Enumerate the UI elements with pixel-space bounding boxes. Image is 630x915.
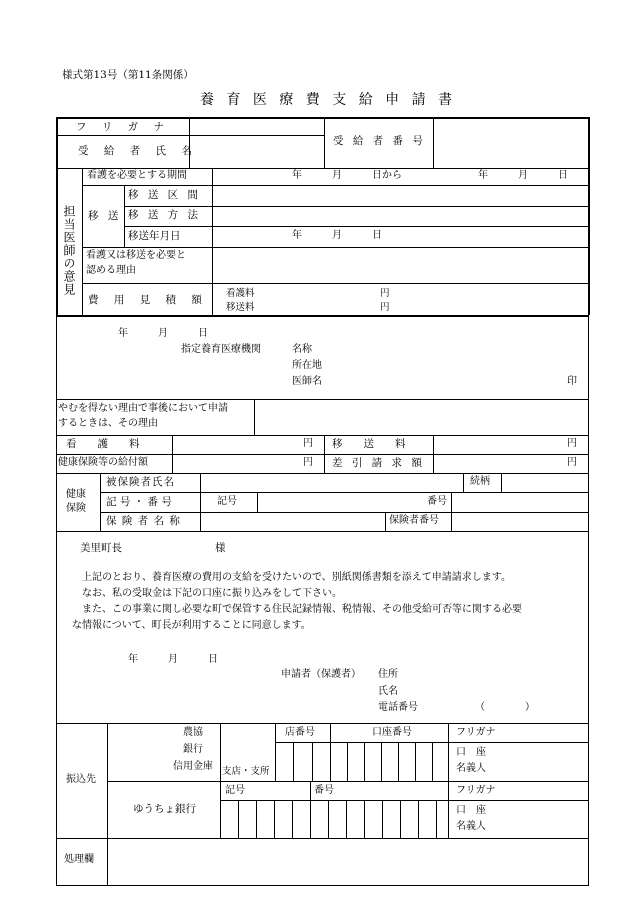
account-holder-label-line1: 口 座 <box>456 747 486 758</box>
bank-type-nokyo: 農協 <box>183 727 203 738</box>
account-number-label: 口座番号 <box>372 727 412 738</box>
cost-estimate-label: 費 用 見 積 額 <box>88 294 208 306</box>
yucho-bank-label: ゆうちょ銀行 <box>133 803 196 815</box>
bank-furigana-label: フリガナ <box>456 727 496 738</box>
statement-paragraph-3b: な情報について、町長が利用することに同意します。 <box>72 620 311 631</box>
account-holder-label-line2: 名義人 <box>456 763 486 774</box>
transfer-destination-label: 振込先 <box>66 774 96 785</box>
recipient-name-label: 受 給 者 氏 名 <box>78 145 198 157</box>
form-number: 様式第13号（第11条関係） <box>62 69 194 81</box>
net-claim-yen: 円 <box>567 457 577 468</box>
nursing-period-label: 看護を必要とする期間 <box>87 170 187 181</box>
addressee: 美里町長 <box>80 542 122 554</box>
nursing-period-from: 年 月 日から <box>292 170 402 181</box>
statement-paragraph-1: 上記のとおり、養育医療の費用の支給を受けたいので、別紙関係書類を添えて申請請求します。 <box>82 572 511 583</box>
doctor-opinion-label: 担当医師の意見 <box>62 205 76 296</box>
nursing-fee-estimate-label: 看護料 <box>226 288 255 299</box>
yucho-holder-label-line1: 口 座 <box>456 805 486 816</box>
insurance-symbol-label: 記号 <box>217 496 237 507</box>
statement-paragraph-3a: また、この事業に関し必要な町で保管する住民記録情報、税情報、その他受給可否等に関する必要 <box>82 604 522 615</box>
transport-section-label: 移 送 区 間 <box>128 189 202 201</box>
applicant-address-label: 住所 <box>378 669 398 680</box>
branch-label: 支店・支所 <box>222 766 270 777</box>
yucho-number-label: 番号 <box>314 785 334 796</box>
institution-address-label: 所在地 <box>292 360 322 371</box>
institution-name-label: 名称 <box>292 344 312 355</box>
yucho-furigana-label: フリガナ <box>456 785 496 796</box>
institution-date: 年 月 日 <box>118 328 208 339</box>
symbol-number-label: 記 号 ・ 番 号 <box>106 496 172 508</box>
transport-fee-label: 移 送 料 <box>332 438 406 450</box>
branch-number-label: 店番号 <box>285 727 315 738</box>
insurance-benefit-label: 健康保険等の給付額 <box>58 457 148 468</box>
page-title: 養 育 医 療 費 支 給 申 請 書 <box>200 92 457 108</box>
transport-method-label: 移 送 方 法 <box>128 209 202 221</box>
relation-label: 続柄 <box>470 476 490 487</box>
applicant-guardian-label: 申請者（保護者） <box>281 669 361 680</box>
reason-label-line2: 認める理由 <box>86 265 136 276</box>
health-insurance-label-line2: 保険 <box>66 503 86 514</box>
transport-date-label: 移送年月日 <box>128 230 181 242</box>
recipient-name-field[interactable] <box>190 136 324 167</box>
net-claim-label: 差 引 請 求 額 <box>332 457 425 469</box>
bank-type-shinkin: 信用金庫 <box>173 761 213 772</box>
late-reason-label-line2: するときは、その理由 <box>58 418 158 429</box>
insurance-number-label: 番号 <box>427 496 447 507</box>
yucho-holder-label-line2: 名義人 <box>456 821 486 832</box>
addressee-honorific: 様 <box>215 542 226 554</box>
furigana-label: フ リ ガ ナ <box>76 121 171 133</box>
transport-date-value: 年 月 日 <box>292 230 382 241</box>
late-reason-label-line1: やむを得ない理由で事後において申請 <box>58 403 228 414</box>
transport-fee-yen-unit: 円 <box>567 438 577 449</box>
recipient-number-label: 受 給 者 番 号 <box>333 135 426 147</box>
nursing-period-to: 年 月 日 <box>478 170 568 181</box>
transport-fee-yen: 円 <box>380 302 390 313</box>
nursing-fee-label: 看 護 料 <box>66 438 140 450</box>
nursing-fee-yen-unit: 円 <box>303 438 313 449</box>
applicant-name-label: 氏名 <box>378 686 398 697</box>
nursing-fee-yen: 円 <box>380 288 390 299</box>
application-date: 年 月 日 <box>128 654 218 665</box>
insurer-number-label: 保険者番号 <box>389 515 439 526</box>
reason-label-line1: 看護又は移送を必要と <box>86 250 186 261</box>
health-insurance-label-line1: 健康 <box>66 489 86 500</box>
institution-doctor-label: 医師名 <box>292 376 322 387</box>
bank-type-bank: 銀行 <box>183 744 203 755</box>
institution-label: 指定養育医療機関 <box>181 344 261 355</box>
insurance-benefit-yen: 円 <box>303 457 313 468</box>
seal-mark: 印 <box>567 376 577 387</box>
transport-fee-estimate-label: 移送料 <box>226 302 255 313</box>
insurer-name-label: 保 険 者 名 称 <box>106 515 181 527</box>
applicant-phone-label: 電話番号 <box>378 702 418 713</box>
yucho-symbol-label: 記号 <box>225 785 245 796</box>
processing-label: 処理欄 <box>64 854 94 865</box>
applicant-phone-parens: （ ） <box>475 702 535 713</box>
transport-label: 移 送 <box>88 210 122 222</box>
insured-name-label: 被保険者氏名 <box>106 476 175 488</box>
statement-paragraph-2: なお、私の受取金は下記の口座に振り込みをして下さい。 <box>82 588 342 599</box>
